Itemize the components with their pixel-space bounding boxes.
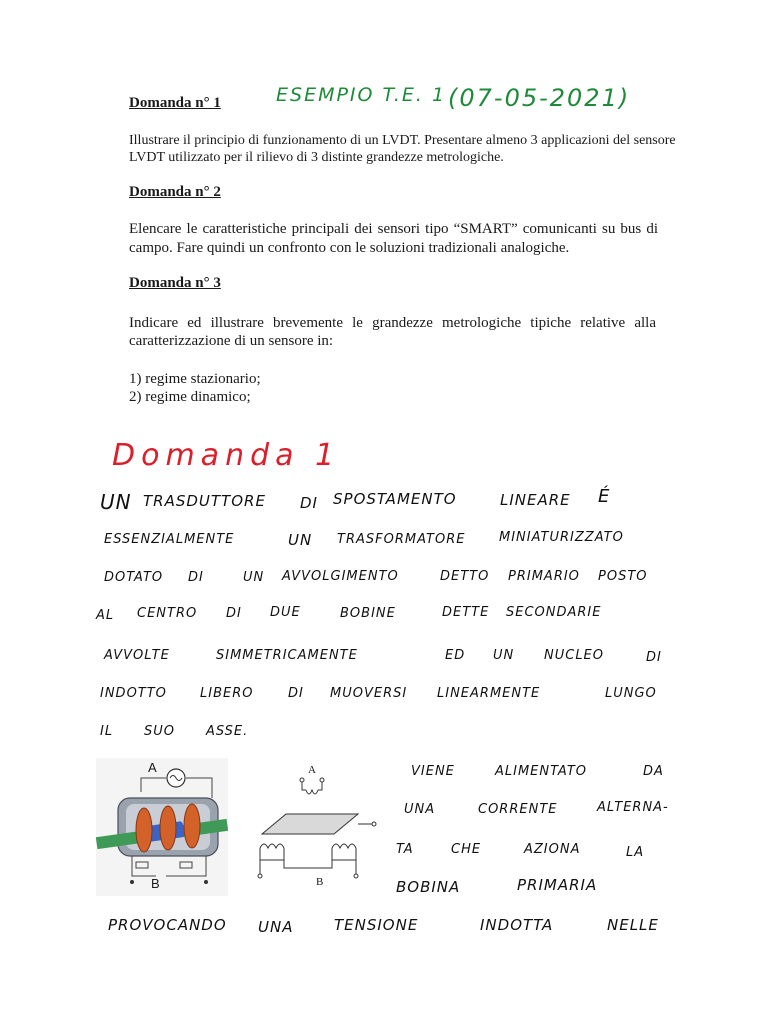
answer-word: CHE bbox=[451, 842, 482, 857]
question-1-line-1: Illustrare il principio di funzionamento di un LVDT. Presentare almeno 3 applicazioni del sensore bbox=[129, 133, 676, 148]
answer-word: AL bbox=[96, 608, 115, 623]
exam-date-note: (07-05-2021) bbox=[448, 84, 631, 112]
photo-label-a: A bbox=[148, 760, 157, 775]
question-1-line-2: LVDT utilizzato per il rilievo di 3 distinte grandezze metrologiche. bbox=[129, 150, 504, 165]
question-1-title: Domanda n° 1 bbox=[129, 95, 221, 111]
answer-word: UNA bbox=[258, 918, 294, 936]
answer-word: INDOTTO bbox=[100, 686, 167, 701]
answer-word: TA bbox=[396, 842, 414, 857]
answer-word: DI bbox=[300, 494, 318, 512]
question-3-item-2: 2) regime dinamico; bbox=[129, 389, 251, 405]
answer-word: NUCLEO bbox=[544, 648, 605, 663]
answer-word: PRIMARIO bbox=[508, 569, 580, 584]
answer-word: VIENE bbox=[411, 764, 455, 779]
question-2-title: Domanda n° 2 bbox=[129, 184, 221, 200]
answer-word: É bbox=[598, 486, 611, 507]
answer-word: ESSENZIALMENTE bbox=[104, 532, 235, 547]
schematic-label-a: A bbox=[308, 764, 316, 776]
answer-word: CENTRO bbox=[137, 606, 198, 621]
question-3-title: Domanda n° 3 bbox=[129, 275, 221, 291]
answer-word: UN bbox=[100, 490, 132, 514]
answer-word: DUE bbox=[270, 605, 301, 620]
answer-word: UN bbox=[493, 648, 515, 663]
schematic-label-b: B bbox=[316, 876, 324, 888]
answer-word: ALIMENTATO bbox=[495, 764, 587, 779]
question-3-line-1: Indicare ed illustrare brevemente le grandezze metrologiche tipiche relative alla bbox=[129, 315, 656, 331]
answer-word: LIBERO bbox=[200, 686, 254, 701]
answer-word: TRASDUTTORE bbox=[143, 492, 266, 510]
answer-word: TENSIONE bbox=[334, 916, 419, 934]
answer-word: INDOTTA bbox=[480, 916, 554, 934]
lvdt-schematic-illustration bbox=[246, 758, 378, 896]
answer-word: DI bbox=[646, 650, 662, 665]
answer-word: LA bbox=[626, 845, 645, 860]
answer-word: NELLE bbox=[607, 916, 659, 934]
answer-heading: Domanda 1 bbox=[112, 438, 341, 473]
answer-word: LINEARE bbox=[500, 491, 571, 509]
answer-word: IL bbox=[100, 724, 114, 739]
answer-word: SUO bbox=[144, 724, 175, 739]
answer-word: SIMMETRICAMENTE bbox=[216, 648, 358, 663]
answer-word: MUOVERSI bbox=[330, 686, 408, 701]
answer-word: POSTO bbox=[598, 569, 648, 584]
answer-word: TRASFORMATORE bbox=[337, 532, 466, 547]
question-2-line-2: campo. Fare quindi un confronto con le soluzioni tradizionali analogiche. bbox=[129, 240, 570, 256]
answer-word: AZIONA bbox=[524, 842, 581, 857]
answer-word: PROVOCANDO bbox=[108, 916, 227, 934]
answer-word: BOBINE bbox=[340, 606, 396, 621]
answer-word: BOBINA bbox=[396, 878, 461, 896]
answer-word: DI bbox=[288, 686, 304, 701]
answer-word: PRIMARIA bbox=[517, 876, 598, 894]
answer-word: SPOSTAMENTO bbox=[333, 490, 457, 508]
answer-word: DOTATO bbox=[104, 570, 164, 585]
answer-word: ED bbox=[445, 648, 466, 663]
question-3-item-1: 1) regime stazionario; bbox=[129, 371, 261, 387]
answer-word: DI bbox=[188, 570, 204, 585]
answer-word: AVVOLTE bbox=[104, 648, 170, 663]
answer-word: ALTERNA- bbox=[597, 800, 669, 815]
answer-word: ASSE. bbox=[206, 724, 249, 739]
answer-word: DA bbox=[643, 764, 664, 779]
lvdt-cutaway-illustration bbox=[96, 758, 228, 896]
answer-word: DETTE bbox=[442, 605, 490, 620]
answer-word: CORRENTE bbox=[478, 802, 558, 817]
question-2-line-1: Elencare le caratteristiche principali dei sensori tipo “SMART” comunicanti su bus di bbox=[129, 221, 658, 237]
lvdt-schematic-figure bbox=[246, 758, 378, 896]
photo-label-b: B bbox=[151, 876, 160, 891]
answer-word: UN bbox=[243, 570, 265, 585]
question-3-line-2: caratterizzazione di un sensore in: bbox=[129, 333, 334, 349]
answer-word: LUNGO bbox=[605, 686, 657, 701]
answer-word: SECONDARIE bbox=[506, 605, 602, 620]
answer-word: DETTO bbox=[440, 569, 490, 584]
answer-word: MINIATURIZZATO bbox=[499, 530, 624, 545]
answer-word: DI bbox=[226, 606, 242, 621]
answer-word: UNA bbox=[404, 802, 436, 817]
answer-word: LINEARMENTE bbox=[437, 686, 541, 701]
lvdt-cutaway-figure bbox=[96, 758, 228, 896]
exam-label-note: ESEMPIO T.E. 1 bbox=[276, 84, 447, 106]
answer-word: UN bbox=[288, 531, 313, 549]
answer-word: AVVOLGIMENTO bbox=[282, 569, 399, 584]
